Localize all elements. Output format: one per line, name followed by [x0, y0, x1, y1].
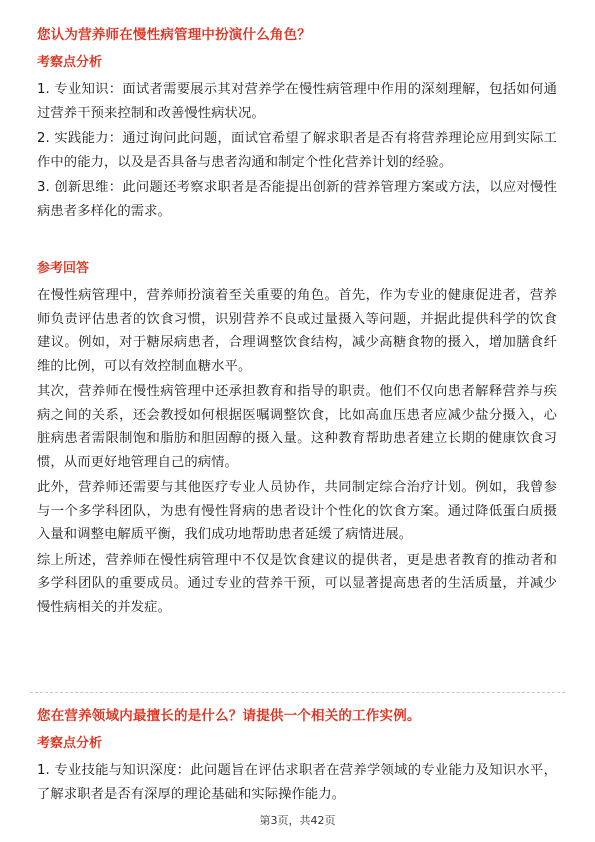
- section-divider: [30, 692, 565, 693]
- question-text: 您在营养领域内最擅长的是什么？请提供一个相关的工作实例。: [37, 708, 421, 724]
- analysis-item: 1. 专业技能与知识深度：此问题旨在评估求职者在营养学领域的专业能力及知识水平，了解求职者是否有深厚的理论基础和实际操作能力。: [37, 763, 557, 802]
- answer-heading: 参考回答: [37, 261, 90, 276]
- page-number: 第3页，共42页: [259, 814, 336, 827]
- question-text: 您认为营养师在慢性病管理中扮演什么角色？: [37, 27, 311, 43]
- q1-answer-body: [37, 284, 557, 619]
- analysis-heading: 考察点分析: [37, 55, 103, 70]
- analysis-item: 1. 专业知识：面试者需要展示其对营养学在慢性病管理中作用的深刻理解，包括如何通过营养干预来控制和改善慢性病状况。: [37, 82, 557, 121]
- q1-analysis-list: [37, 78, 557, 223]
- q1-answer-heading: [37, 259, 557, 279]
- q2-analysis-list: [37, 759, 557, 806]
- answer-paragraph: 此外，营养师还需要与其他医疗专业人员协作，共同制定综合治疗计划。例如，我曾参与一个多学科团队，为患有慢性肾病的患者设计个性化的饮食方案。通过降低蛋白质摄入量和调整电解质平衡，我们成功地帮助患者延缓了病情进展。: [37, 480, 557, 542]
- question-1-title: [37, 25, 557, 45]
- analysis-item: 2. 实践能力：通过询问此问题，面试官希望了解求职者是否有将营养理论应用到实际工作中的能力，以及是否具备与患者沟通和制定个性化营养计划的经验。: [37, 131, 557, 170]
- answer-paragraph: 其次，营养师在慢性病管理中还承担教育和指导的职责。他们不仅向患者解释营养与疾病之间的关系，还会教授如何根据医嘱调整饮食，比如高血压患者应减少盐分摄入，心脏病患者需限制饱和脂肪和胆固醇的摄入量。这种教育帮助患者建立长期的健康饮食习惯，从而更好地管理自己的病情。: [37, 384, 557, 470]
- analysis-item: 3. 创新思维：此问题还考察求职者是否能提出创新的营养管理方案或方法，以应对慢性病患者多样化的需求。: [37, 180, 557, 219]
- answer-paragraph: 在慢性病管理中，营养师扮演着至关重要的角色。首先，作为专业的健康促进者，营养师负责评估患者的饮食习惯，识别营养不良或过量摄入等问题，并据此提供科学的饮食建议。例如，对于糖尿病患者，合理调整饮食结构，减少高糖食物的摄入，增加膳食纤维的比例，可以有效控制血糖水平。: [37, 288, 557, 374]
- answer-paragraph: 综上所述，营养师在慢性病管理中不仅是饮食建议的提供者，更是患者教育的推动者和多学科团队的重要成员。通过专业的营养干预，可以显著提高患者的生活质量，并减少慢性病相关的并发症。: [37, 552, 557, 615]
- analysis-heading: 考察点分析: [37, 736, 103, 751]
- q1-analysis-heading: [37, 53, 557, 73]
- q2-analysis-heading: [37, 734, 557, 754]
- question-2-title: [37, 706, 557, 726]
